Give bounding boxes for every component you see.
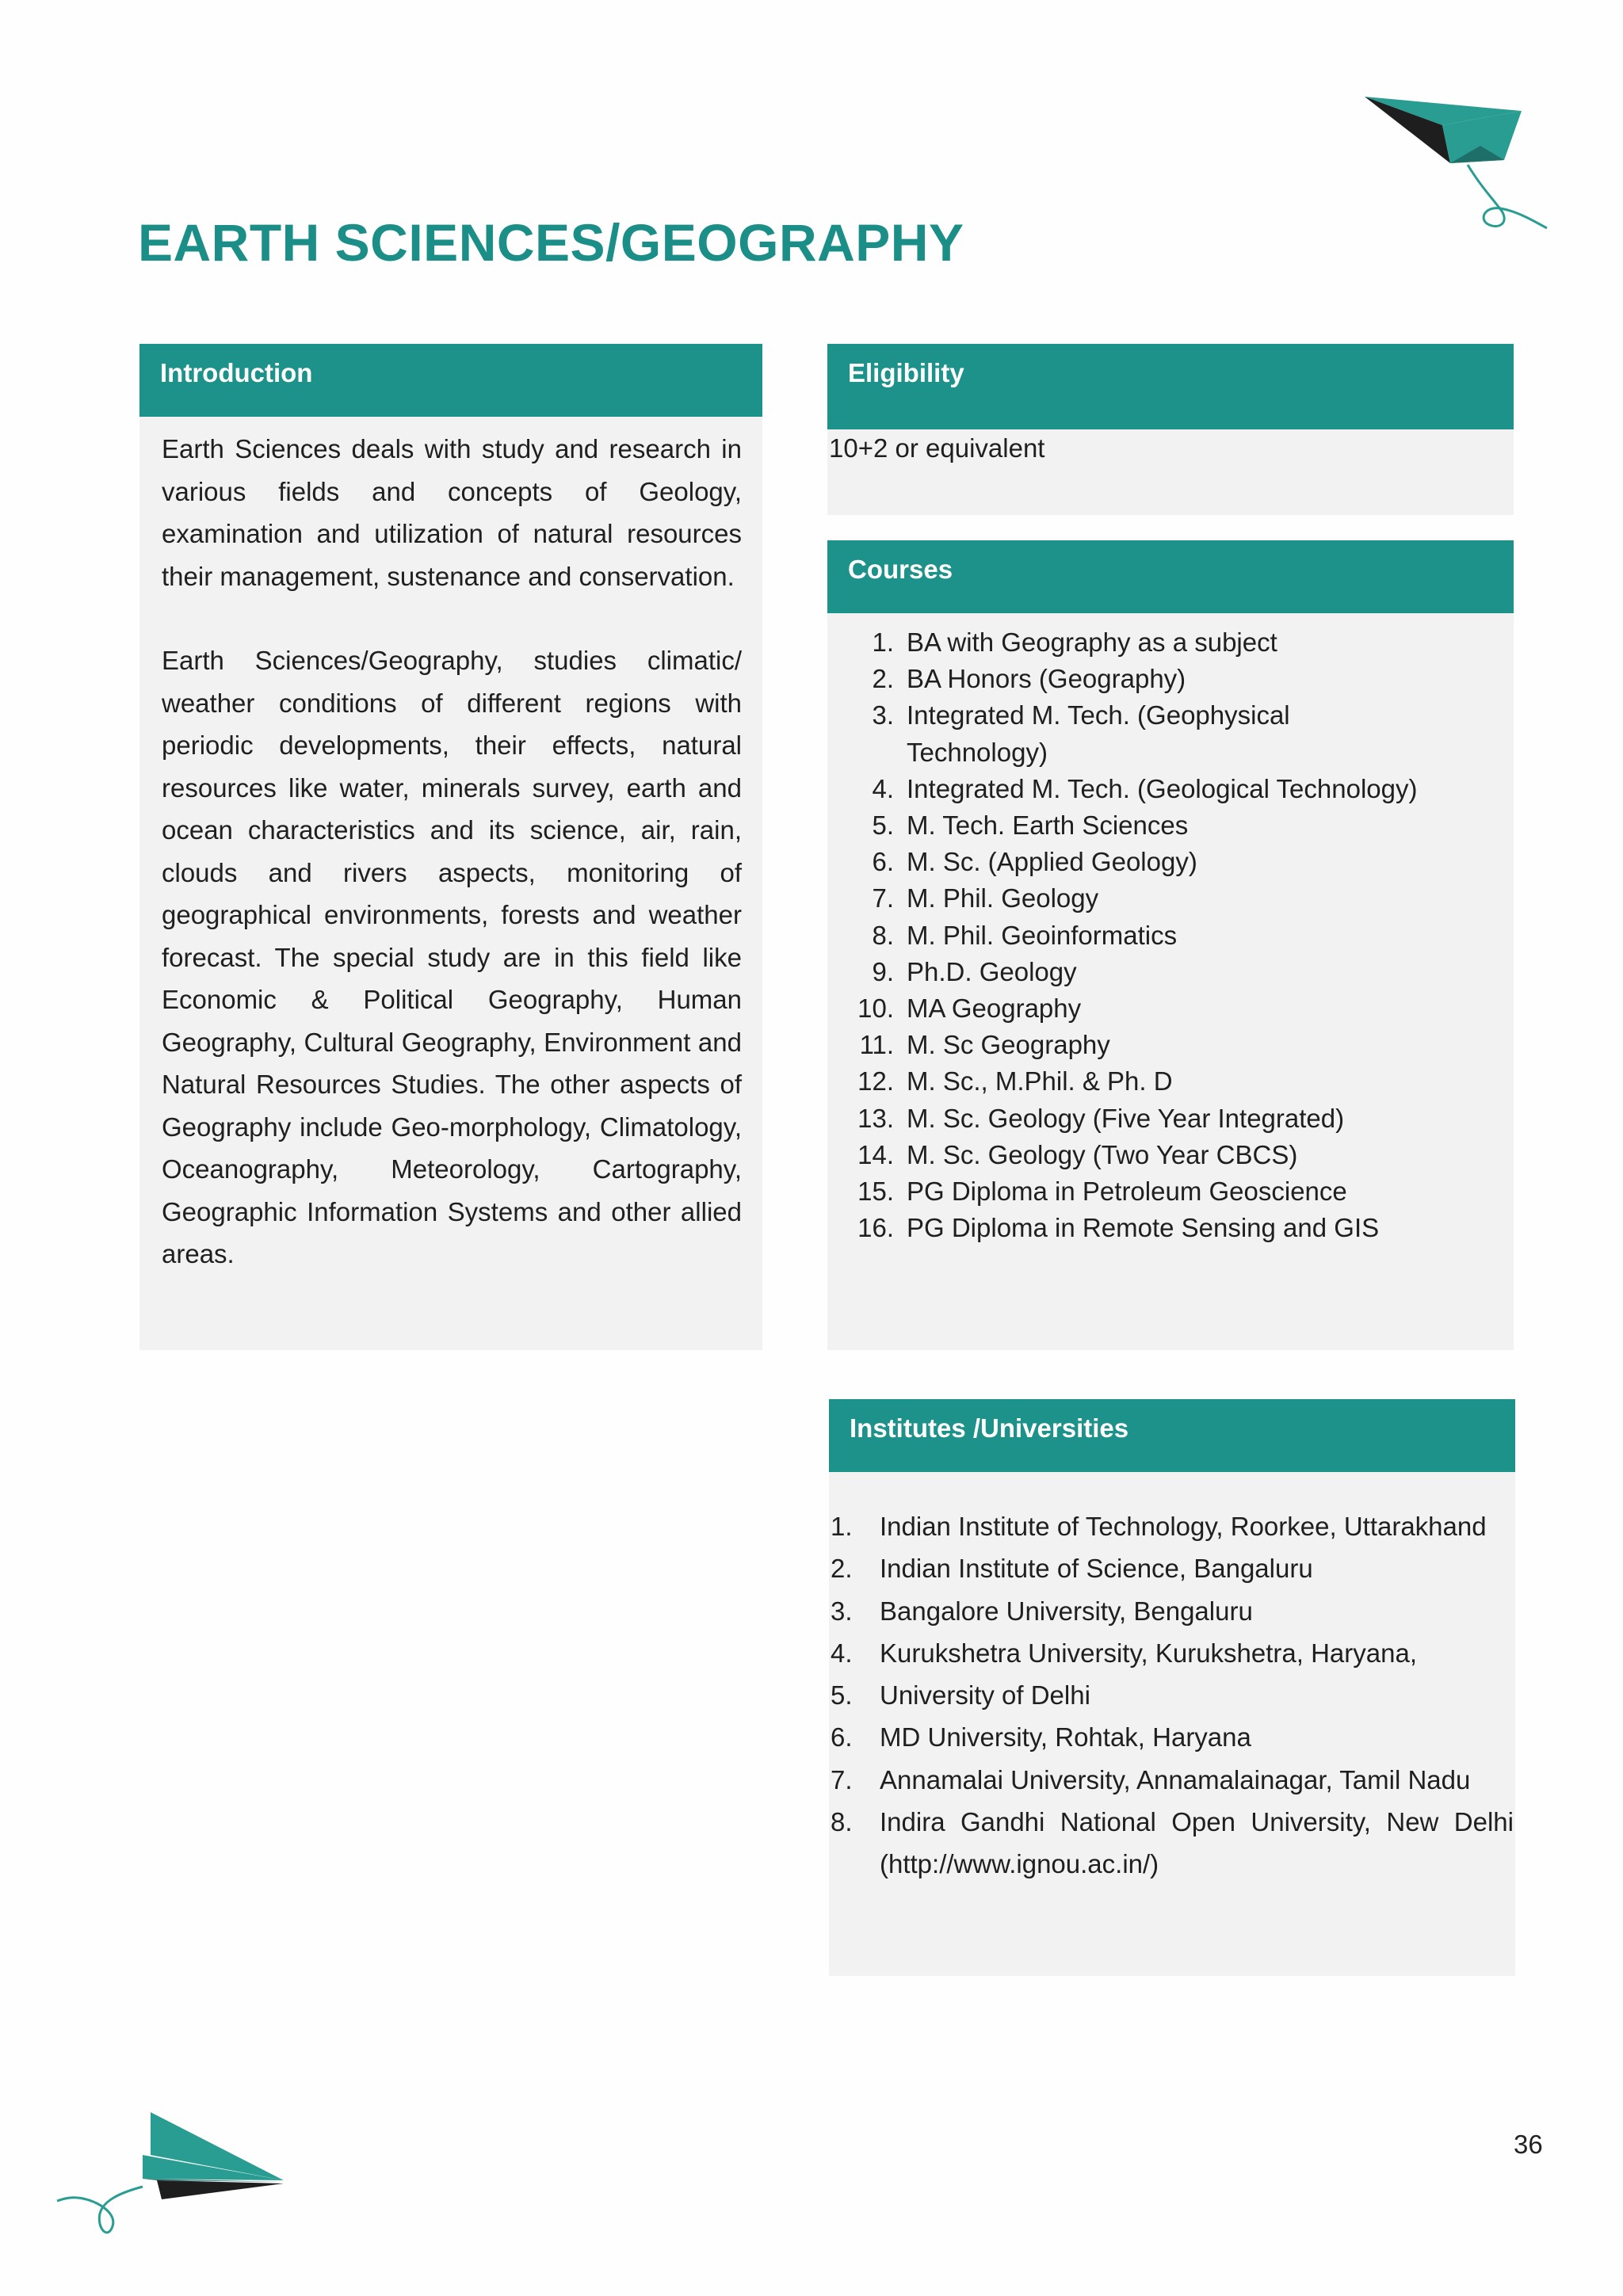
introduction-body — [139, 417, 762, 1276]
institutes-panel — [829, 1399, 1515, 1976]
paper-plane-icon-top — [1363, 93, 1553, 236]
list-item: 16. PG Diploma in Remote Sensing and GIS — [857, 1213, 1380, 1243]
list-item: 5. University of Delhi — [831, 1680, 1090, 1711]
list-item: 8. Indira Gandhi National Open University, New Delhi (http://www.ignou.ac.in/) — [831, 1807, 1514, 1879]
institutes-list — [829, 1472, 1515, 1886]
institutes-heading: Institutes /Universities — [850, 1413, 1129, 1443]
introduction-paragraph: Earth Sciences deals with study and research in various fields and concepts of Geology, examination and utilization of natural resources their management, sustenance and conservation. — [162, 434, 742, 591]
list-item: 13. M. Sc. Geology (Five Year Integrated) — [857, 1103, 1345, 1133]
list-item: 10. MA Geography — [857, 994, 1082, 1024]
list-item: 2. Indian Institute of Science, Bangaluru — [831, 1554, 1313, 1584]
list-item: 3. Integrated M. Tech. (Geophysical Technology) — [872, 700, 1290, 767]
list-item: 9. Ph.D. Geology — [872, 956, 1077, 986]
list-item: 5. M. Tech. Earth Sciences — [872, 810, 1189, 841]
list-item: 8. M. Phil. Geoinformatics — [872, 920, 1178, 950]
list-item: 6. MD University, Rohtak, Haryana — [831, 1722, 1251, 1753]
introduction-header — [139, 344, 762, 417]
introduction-paragraph: Earth Sciences/Geography, studies climatic/ weather conditions of different regions with periodic developments, their effects, natural resources like water, minerals survey, earth and ocean characteristics and its science, air, rain, clouds and rivers aspects, monitoring of geographical environments, forests and weather forecast. The special study are in this field like Economic & Political Geography, Human Geography, Cultural Geography, Environment and Natural Resources Studies. The other aspects of Geography include Geo-morphology, Climatology, Oceanography, Meteorology, Cartography, Geographic Information Systems and other allied areas. — [162, 646, 742, 1268]
courses-list — [827, 613, 1514, 1246]
courses-header — [827, 540, 1514, 613]
eligibility-text: 10+2 or equivalent — [829, 433, 1045, 463]
eligibility-heading: Eligibility — [848, 358, 964, 387]
introduction-heading: Introduction — [160, 358, 313, 387]
list-item: 15. PG Diploma in Petroleum Geoscience — [857, 1177, 1347, 1207]
introduction-panel — [139, 344, 762, 1350]
list-item: 7. Annamalai University, Annamalainagar, Tamil Nadu — [831, 1764, 1471, 1794]
eligibility-header — [827, 344, 1514, 429]
institutes-header — [829, 1399, 1515, 1472]
page-title: EARTH SCIENCES/GEOGRAPHY — [138, 213, 964, 272]
list-item: 1. BA with Geography as a subject — [872, 627, 1277, 657]
list-item: 12. M. Sc., M.Phil. & Ph. D — [857, 1066, 1173, 1097]
page-number: 36 — [1514, 2130, 1543, 2159]
list-item: 14. M. Sc. Geology (Two Year CBCS) — [857, 1139, 1298, 1169]
list-item: 6. M. Sc. (Applied Geology) — [872, 847, 1197, 877]
courses-heading: Courses — [848, 555, 953, 584]
eligibility-panel — [827, 344, 1514, 515]
list-item: 11. M. Sc Geography — [859, 1030, 1110, 1060]
list-item: 3. Bangalore University, Bengaluru — [831, 1596, 1253, 1626]
list-item: 2. BA Honors (Geography) — [872, 664, 1186, 694]
paper-plane-icon-bottom — [55, 2107, 293, 2250]
list-item: 4. Kurukshetra University, Kurukshetra, Haryana, — [831, 1638, 1417, 1668]
list-item: 1. Indian Institute of Technology, Roorkee, Uttarakhand — [831, 1512, 1487, 1541]
list-item: 4. Integrated M. Tech. (Geological Technology) — [872, 773, 1418, 803]
courses-panel — [827, 540, 1514, 1350]
list-item: 7. M. Phil. Geology — [872, 883, 1099, 913]
